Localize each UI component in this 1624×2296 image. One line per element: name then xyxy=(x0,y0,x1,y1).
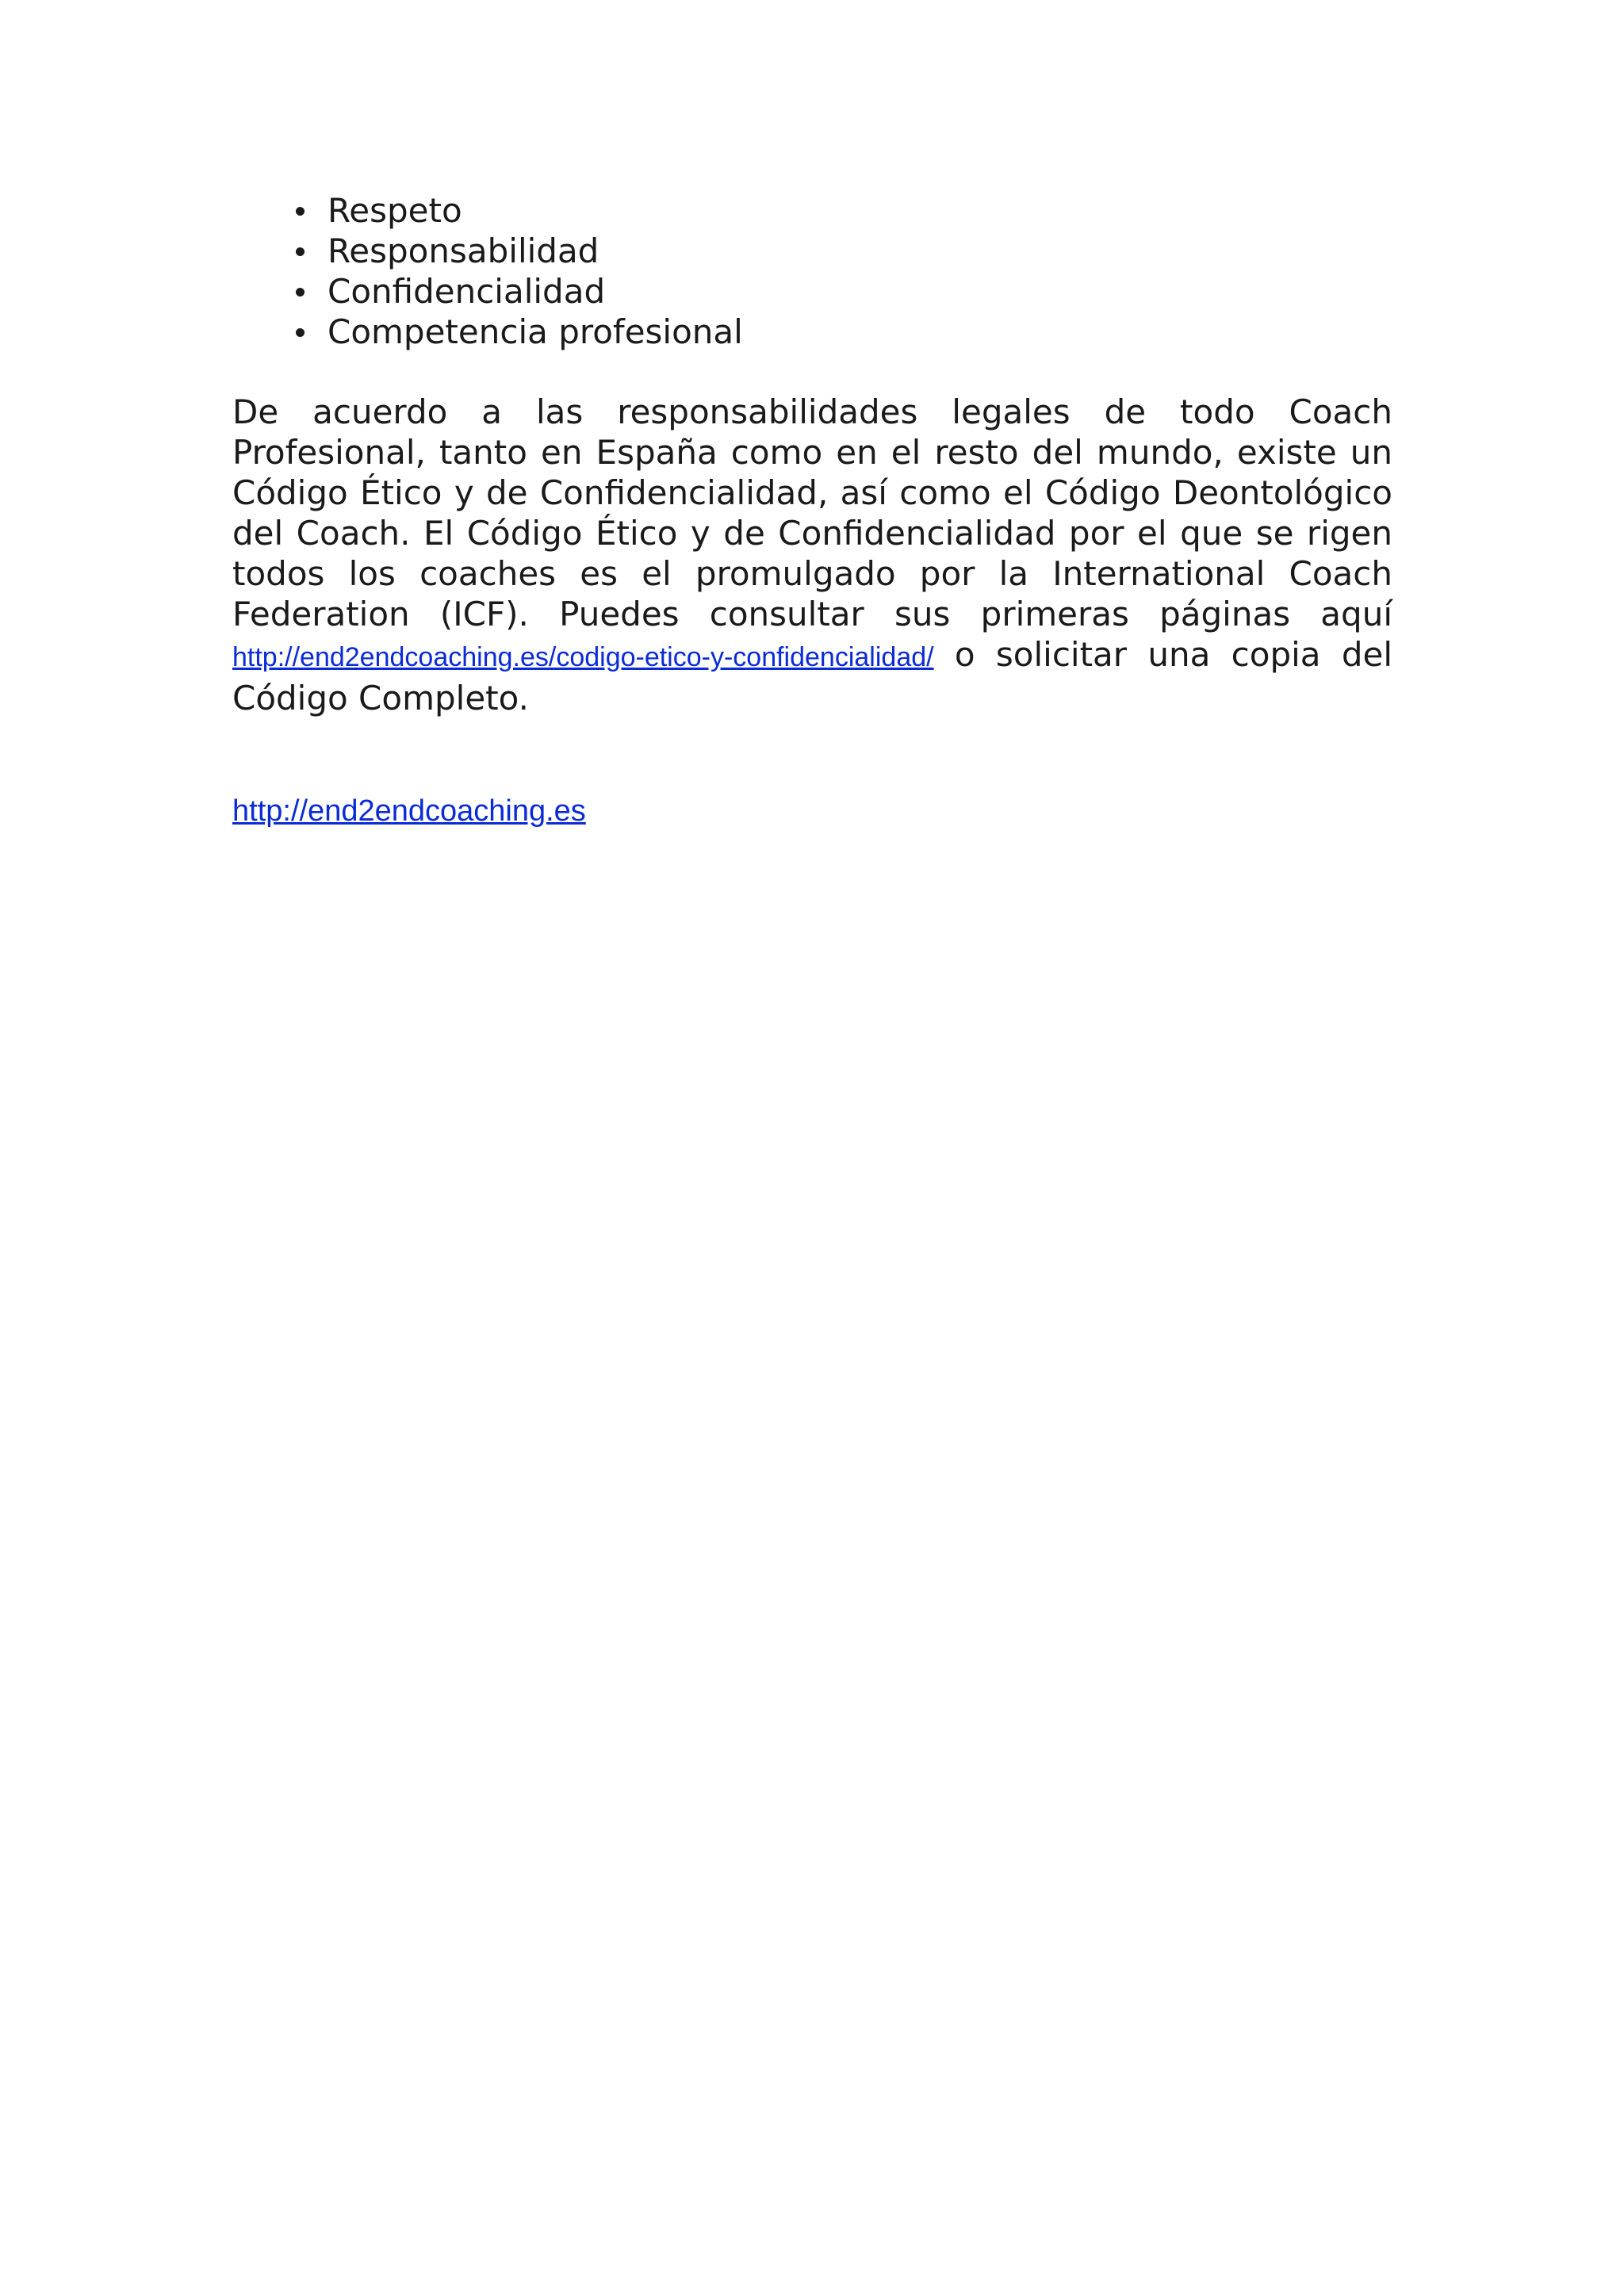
list-item-label: Competencia profesional xyxy=(327,312,743,351)
list-item-label: Responsabilidad xyxy=(327,232,599,270)
paragraph-text-end: o solicitar una copia del Código Completo. xyxy=(232,635,1392,718)
list-item xyxy=(296,231,1392,271)
bullet-dot-icon xyxy=(296,328,304,337)
list-item-label: Confidencialidad xyxy=(327,272,606,311)
code-of-ethics-link[interactable]: http://end2endcoaching.es/codigo-etico-y-confidencialidad/ xyxy=(232,642,934,672)
website-link[interactable]: http://end2endcoaching.es xyxy=(232,794,586,828)
body-paragraph xyxy=(232,392,1392,718)
page-content xyxy=(232,190,1392,832)
paragraph-text: De acuerdo a las responsabilidades legales de todo Coach Profesional, tanto en España como en el resto del mundo, existe un Código Ético y de Confidencialidad, así como el Código Deontológico del Coach. El Código Ético y de Confidencialidad por el que se rigen todos los coaches es el promulgado por la International Coach Federation (ICF). Puedes consultar sus primeras páginas aquí xyxy=(232,392,1392,633)
list-item-label: Respeto xyxy=(327,191,462,230)
list-item xyxy=(296,271,1392,312)
list-item xyxy=(296,312,1392,352)
values-list xyxy=(232,190,1392,352)
list-item xyxy=(296,190,1392,231)
bullet-dot-icon xyxy=(296,288,304,297)
bullet-dot-icon xyxy=(296,247,304,256)
bullet-dot-icon xyxy=(296,207,304,216)
